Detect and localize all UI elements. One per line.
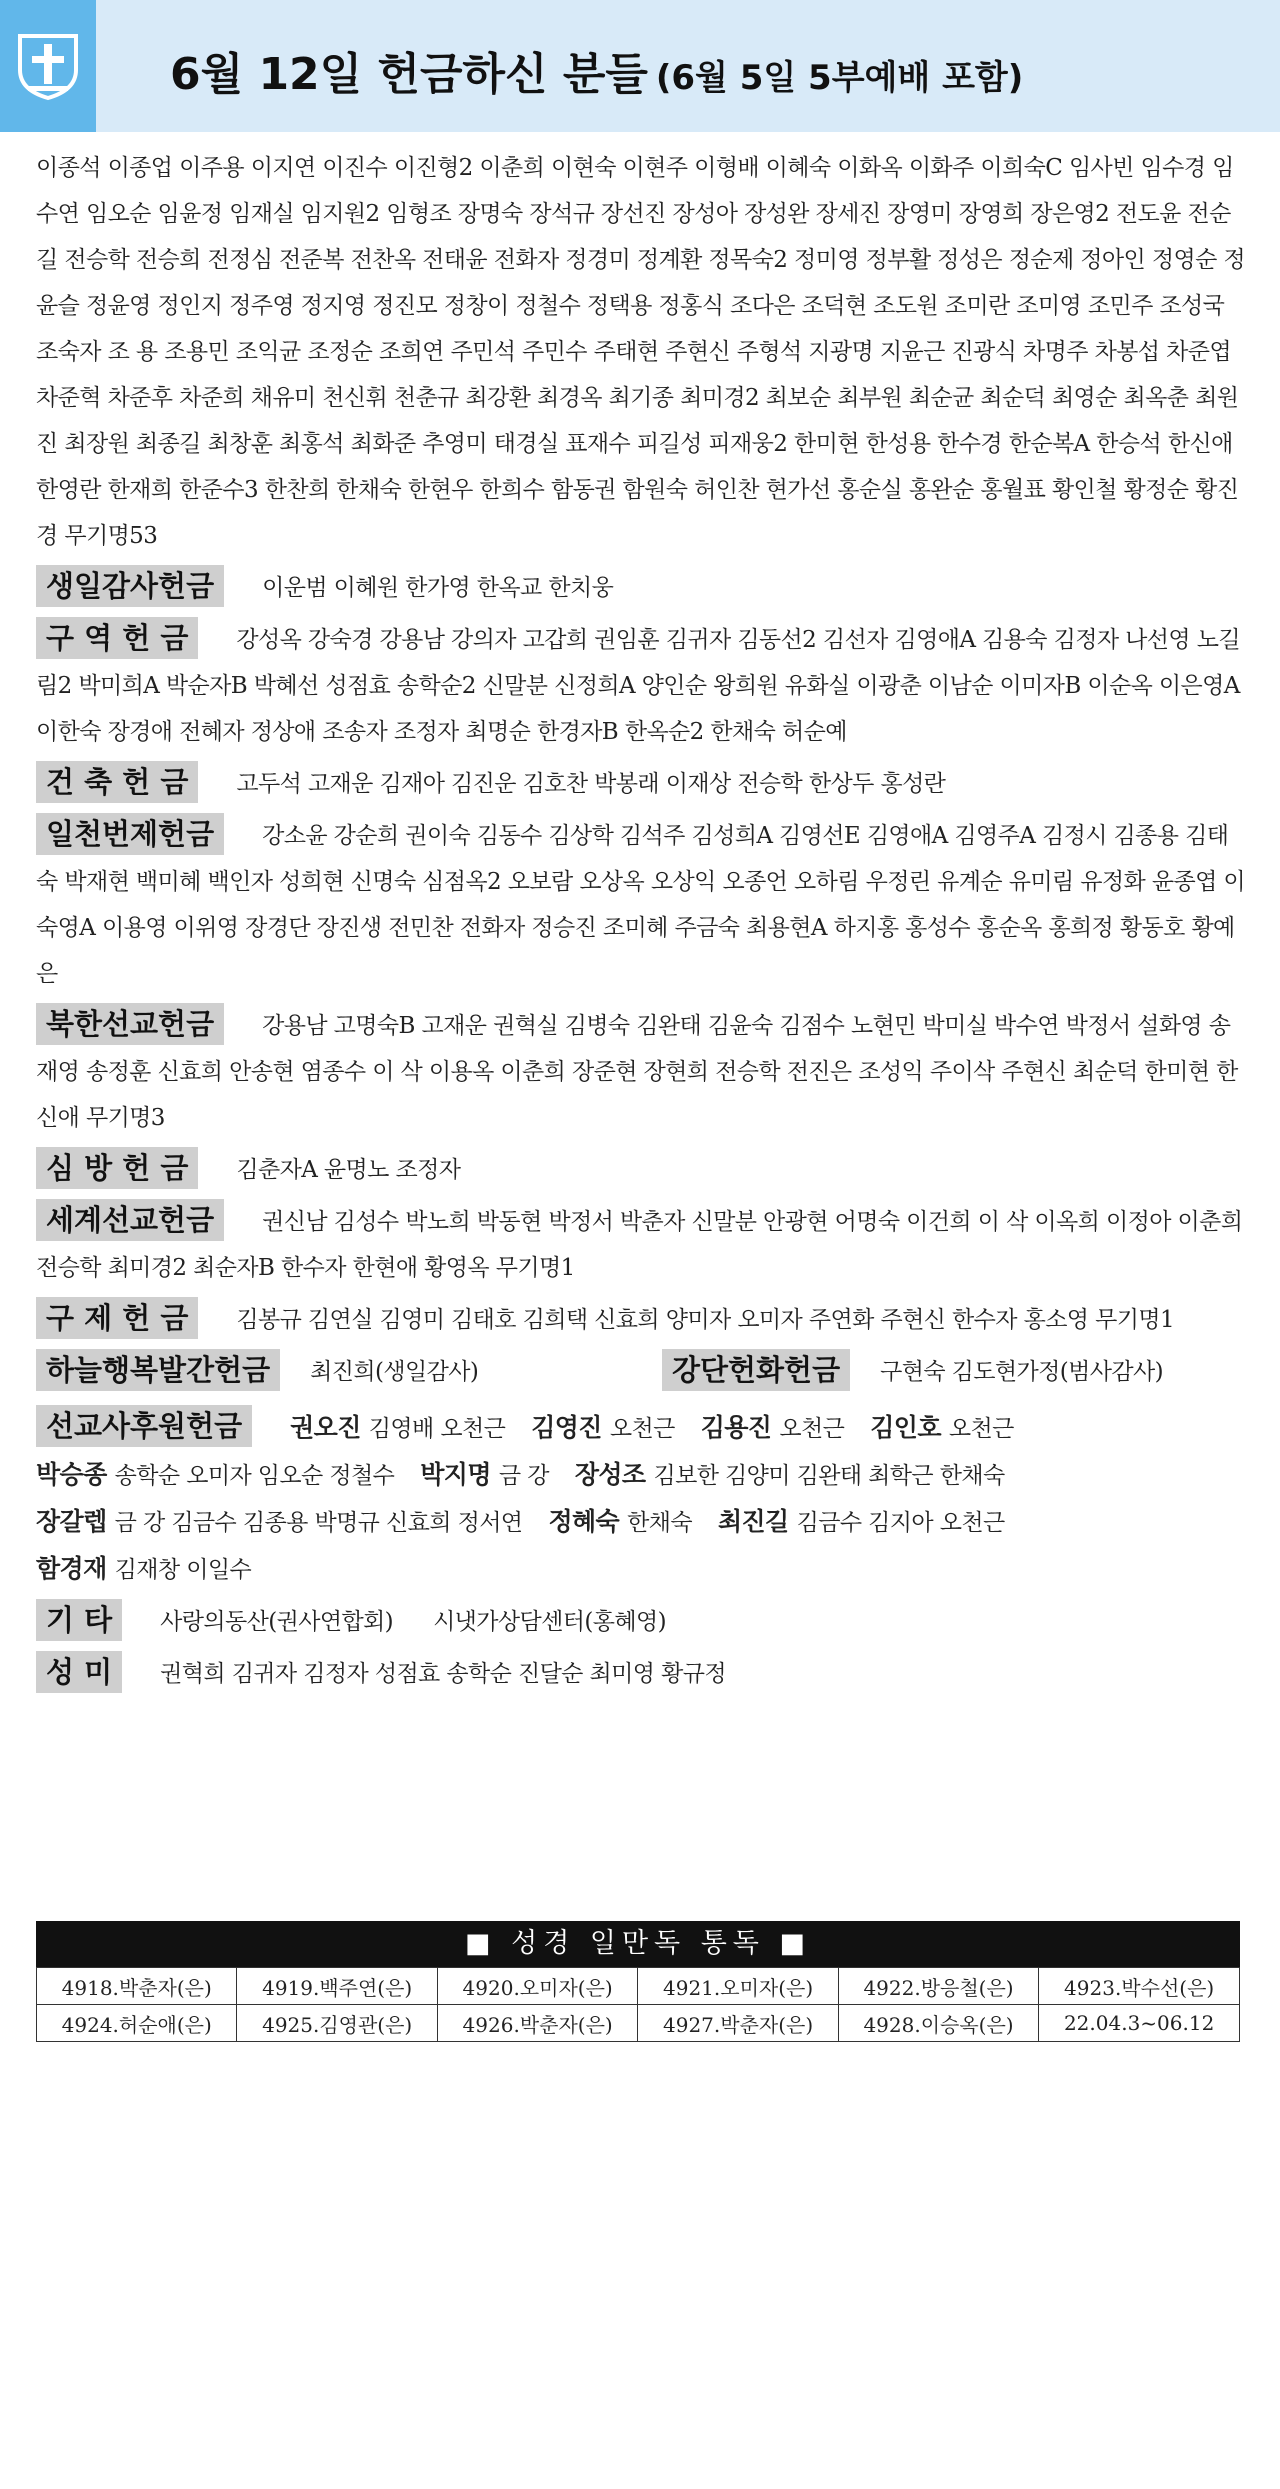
missionary-support-label: 선교사후원헌금 — [36, 1405, 252, 1447]
missionary-entry — [718, 1499, 1005, 1546]
missionary-support-section — [36, 1405, 1248, 1593]
header-banner — [0, 0, 1280, 132]
page-subtitle: (6월 5일 5부예배 포함) — [655, 58, 1024, 98]
missionary-entry — [36, 1452, 394, 1499]
birthday-section — [36, 565, 1248, 611]
visit-section — [36, 1147, 1248, 1193]
missionary-entry — [36, 1546, 251, 1593]
building-label: 건 축 헌 금 — [36, 761, 198, 803]
missionary-name: 김인호 — [870, 1413, 941, 1442]
table-cell: 4923.박수선(은) — [1039, 1968, 1240, 2005]
tithe-label: 일천번제헌금 — [36, 813, 224, 855]
other-label: 기 타 — [36, 1599, 122, 1641]
missionary-name: 장성조 — [574, 1460, 646, 1489]
relief-section — [36, 1297, 1248, 1343]
building-names: 고두석 고재운 김재아 김진운 김호찬 박봉래 이재상 전승학 한상두 홍성란 — [236, 771, 946, 797]
missionary-entry — [290, 1405, 505, 1452]
missionary-name: 정혜숙 — [548, 1507, 620, 1536]
table-cell: 4920.오미자(은) — [437, 1968, 637, 2005]
missionary-donors: 김금수 김지아 오천근 — [796, 1510, 1005, 1536]
visit-label: 심 방 헌 금 — [36, 1147, 198, 1189]
table-cell: 4926.박춘자(은) — [437, 2005, 637, 2042]
missionary-donors: 김보한 김양미 김완태 최학근 한채숙 — [653, 1463, 1005, 1489]
other-section — [36, 1599, 1248, 1645]
sky-happiness-names: 최진희(생일감사) — [310, 1359, 479, 1385]
birthday-label: 생일감사헌금 — [36, 565, 224, 607]
building-section — [36, 761, 1248, 807]
relief-label: 구 제 헌 금 — [36, 1297, 198, 1339]
district-label: 구 역 헌 금 — [36, 617, 198, 659]
missionary-donors: 금 강 김금수 김종용 박명규 신효희 정서연 — [114, 1510, 523, 1536]
missionary-donors: 김영배 오천근 — [368, 1416, 506, 1442]
birthday-names: 이운범 이혜원 한가영 한옥교 한치웅 — [262, 575, 614, 601]
table-row — [37, 2005, 1240, 2042]
missionary-entry — [870, 1405, 1014, 1452]
table-row — [37, 1968, 1240, 2005]
missionary-entry — [36, 1499, 522, 1546]
missionary-entry — [420, 1452, 549, 1499]
missionary-donors: 오천근 — [948, 1416, 1014, 1442]
table-cell: 4928.이승옥(은) — [838, 2005, 1038, 2042]
table-cell: 4921.오미자(은) — [638, 1968, 838, 2005]
missionary-name: 김용진 — [700, 1413, 772, 1442]
missionary-donors: 송학순 오미자 임오순 정철수 — [114, 1463, 395, 1489]
table-cell: 4927.박춘자(은) — [638, 2005, 838, 2042]
missionary-entry — [701, 1405, 845, 1452]
missionary-name: 김영진 — [531, 1413, 602, 1442]
thanks-section — [36, 1651, 1248, 1697]
missionary-entry — [531, 1405, 675, 1452]
offering-content — [36, 145, 1248, 1697]
missionary-name: 함경재 — [36, 1554, 107, 1583]
sky-happiness-section — [36, 1349, 478, 1395]
missionary-name: 최진길 — [717, 1507, 789, 1536]
missionary-donors: 금 강 — [498, 1463, 549, 1489]
tithe-section — [36, 813, 1248, 997]
church-logo — [0, 0, 96, 132]
cross-shield-icon — [14, 30, 82, 102]
thanks-label: 성 미 — [36, 1651, 122, 1693]
world-mission-section — [36, 1199, 1248, 1291]
visit-names: 김춘자A 윤명노 조정자 — [236, 1157, 461, 1183]
page-title: 6월 12일 헌금하신 분들 (6월 5일 5부예배 포함) — [170, 49, 1024, 100]
missionary-name: 장갈렙 — [36, 1507, 107, 1536]
missionary-donors: 김재창 이일수 — [114, 1557, 252, 1583]
north-mission-label: 북한선교헌금 — [36, 1003, 224, 1045]
world-mission-names: 권신남 김성수 박노희 박동현 박정서 박춘자 신말분 안광현 어명숙 이건희 이 삭 이옥희 이정아 이춘희 전승학 최미경2 최순자B 한수자 한현애 황영옥 무기명1 — [36, 1209, 1243, 1281]
world-mission-label: 세계선교헌금 — [36, 1199, 224, 1241]
sky-happiness-label: 하늘행복발간헌금 — [36, 1349, 280, 1391]
sky-and-pulpit-row — [36, 1349, 1248, 1399]
table-cell: 4924.허순애(은) — [37, 2005, 237, 2042]
other-item: 사랑의동산(권사연합회) — [160, 1609, 394, 1635]
missionary-entry — [575, 1452, 1005, 1499]
table-cell: 22.04.3~06.12 — [1039, 2005, 1240, 2042]
bible-reading-title: ■ 성경 일만독 통독 ■ — [36, 1921, 1240, 1967]
thanks-names: 권혁희 김귀자 김정자 성점효 송학순 진달순 최미영 황규정 — [160, 1661, 726, 1687]
north-mission-section — [36, 1003, 1248, 1141]
district-names: 강성옥 강숙경 강용남 강의자 고갑희 권임훈 김귀자 김동선2 김선자 김영애A 김용숙 김정자 나선영 노길림2 박미희A 박순자B 박혜선 성점효 송학순2 신말분 신정희A 양인순 왕희원 유화실 이광춘 이남순 이미자B 이순옥 이은영A 이한숙 장경애 전혜자 정상애 조송자 조정자 최명순 한경자B 한옥순2 한채숙 허순예 — [36, 627, 1240, 745]
pulpit-flower-names: 구현숙 김도현가정(범사감사) — [880, 1359, 1163, 1385]
general-offering-names: 이종석 이종업 이주용 이지연 이진수 이진형2 이춘희 이현숙 이현주 이형배 이혜숙 이화옥 이화주 이희숙C 임사빈 임수경 임수연 임오순 임윤정 임재실 임지원2 임형조 장명숙 장석규 장선진 장성아 장성완 장세진 장영미 장영희 장은영2 전도윤 전순길 전승학 전승희 전정심 전준복 전찬옥 전태윤 전화자 정경미 정계환 정목숙2 정미영 정부활 정성은 정순제 정아인 정영순 정윤슬 정윤영 정인지 정주영 정지영 정진모 정창이 정철수 정택용 정홍식 조다은 조덕현 조도원 조미란 조미영 조민주 조성국 조숙자 조 용 조용민 조익균 조정순 조희연 주민석 주민수 주태현 주현신 주형석 지광명 지윤근 진광식 차명주 차봉섭 차준엽 차준혁 차준후 차준희 채유미 천신휘 천춘규 최강환 최경옥 최기종 최미경2 최보순 최부원 최순균 최순덕 최영순 최옥춘 최원진 최장원 최종길 최창훈 최홍석 최화준 추영미 태경실 표재수 피길성 피재웅2 한미현 한성용 한수경 한순복A 한승석 한신애 한영란 한재희 한준수3 한찬희 한채숙 한현우 한희수 함동권 함원숙 허인찬 현가선 홍순실 홍완순 홍월표 황인철 황정순 황진경 무기명53 — [36, 155, 1246, 549]
tithe-names: 강소윤 강순희 권이숙 김동수 김상학 김석주 김성희A 김영선E 김영애A 김영주A 김정시 김종용 김태숙 박재현 백미혜 백인자 성희현 신명숙 심점옥2 오보람 오상옥 오상익 오종언 오하림 우정린 유계순 유미림 유정화 윤종엽 이숙영A 이용영 이위영 장경단 장진생 전민찬 전화자 정승진 조미혜 주금숙 최용현A 하지홍 홍성수 홍순옥 홍희정 황동호 황예은 — [36, 823, 1246, 987]
table-cell: 4922.방응철(은) — [838, 1968, 1038, 2005]
table-cell: 4918.박춘자(은) — [37, 1968, 237, 2005]
pulpit-flower-section — [662, 1349, 1163, 1395]
missionary-name: 권오진 — [290, 1413, 361, 1442]
missionary-donors: 오천근 — [779, 1416, 845, 1442]
missionary-name: 박승종 — [36, 1460, 107, 1489]
missionary-donors: 한채숙 — [627, 1510, 692, 1536]
missionary-entry — [548, 1499, 692, 1546]
north-mission-names: 강용남 고명숙B 고재운 권혁실 김병숙 김완태 김윤숙 김점수 노현민 박미실 박수연 박정서 설화영 송재영 송정훈 신효희 안송현 염종수 이 삭 이용옥 이춘희 장준현 장현희 전승학 전진은 조성익 주이삭 주현신 최순덕 한미현 한신애 무기명3 — [36, 1013, 1238, 1131]
table-cell: 4919.백주연(은) — [237, 1968, 437, 2005]
other-item: 시냇가상담센터(홍혜영) — [433, 1609, 666, 1635]
pulpit-flower-label: 강단헌화헌금 — [662, 1349, 850, 1391]
district-section — [36, 617, 1248, 755]
table-cell: 4925.김영관(은) — [237, 2005, 437, 2042]
missionary-name: 박지명 — [420, 1460, 491, 1489]
relief-names: 김봉규 김연실 김영미 김태호 김희택 신효희 양미자 오미자 주연화 주현신 한수자 홍소영 무기명1 — [236, 1307, 1175, 1333]
missionary-donors: 오천근 — [609, 1416, 675, 1442]
bible-reading-box — [36, 1921, 1240, 2042]
bible-reading-table — [36, 1967, 1240, 2042]
